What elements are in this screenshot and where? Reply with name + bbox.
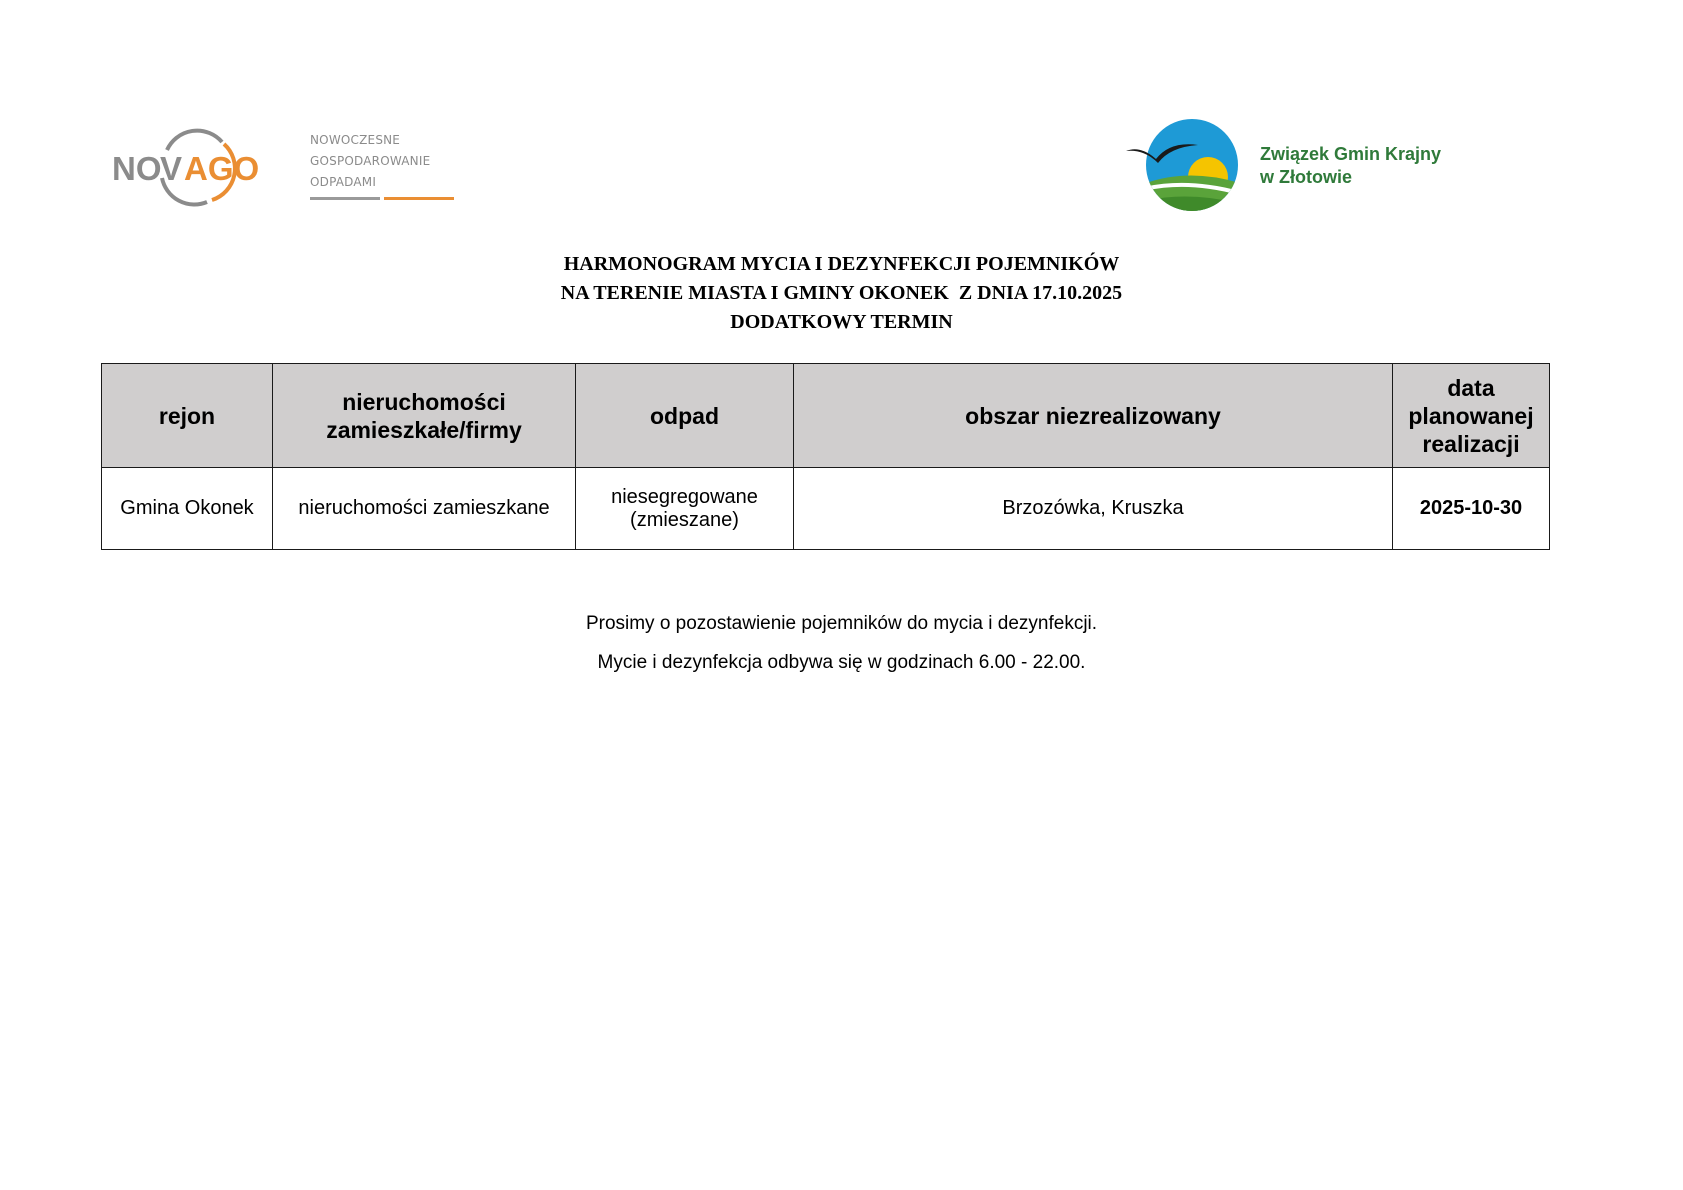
novago-tagline-line: ODPADAMI [310,175,377,189]
cell-rejon: Gmina Okonek [102,468,273,550]
novago-divider [310,197,454,200]
novago-tagline-line: GOSPODAROWANIE [310,154,431,168]
zgk-logo-mark [1126,115,1246,215]
novago-logo-mark [112,128,262,208]
svg-text:V: V [160,150,183,187]
title-line: NA TERENIE MIASTA I GMINY OKONEK Z DNIA 17.10.2025 [560,282,1123,304]
title-line: HARMONOGRAM MYCIA I DEZYNFEKCJI POJEMNIKÓW [563,253,1120,275]
table-header-row [102,364,1550,468]
cell-text: niesegregowane [611,485,758,508]
zgk-name-line: w Złotowie [1260,167,1352,187]
header-text: data [1447,374,1495,401]
notes [0,604,1683,682]
zgk-name [1260,143,1470,189]
novago-logo [112,128,462,208]
novago-tagline-line: NOWOCZESNE [310,133,401,147]
header-text: realizacji [1422,430,1520,457]
header-rejon: rejon [102,364,273,468]
header-text: zamieszkałe/firmy [326,416,522,443]
header-odpad: odpad [576,364,794,468]
cell-obszar: Brzozówka, Kruszka [794,468,1393,550]
page-title [0,250,1683,337]
header-data [1393,364,1550,468]
header-text: nieruchomości [342,388,506,415]
header-obszar: obszar niezrealizowany [794,364,1393,468]
novago-tagline [310,130,470,193]
header-text: planowanej [1408,402,1534,429]
table-row [102,468,1550,550]
header-nieruchomosci [273,364,576,468]
cell-nieruchomosci: nieruchomości zamieszkane [273,468,576,550]
title-line: DODATKOWY TERMIN [730,311,953,333]
cell-text: (zmieszane) [630,508,739,531]
schedule-table [101,363,1550,550]
cell-data: 2025-10-30 [1393,468,1550,550]
note-line: Prosimy o pozostawienie pojemników do mycia i dezynfekcji. [585,613,1098,634]
svg-text:AGO: AGO [184,150,260,187]
note-line: Mycie i dezynfekcja odbywa się w godzinach 6.00 - 22.00. [597,652,1086,673]
zgk-name-line: Związek Gmin Krajny [1260,144,1442,164]
svg-text:NO: NO [112,150,162,187]
zgk-logo [1126,115,1466,215]
cell-odpad [576,468,794,550]
